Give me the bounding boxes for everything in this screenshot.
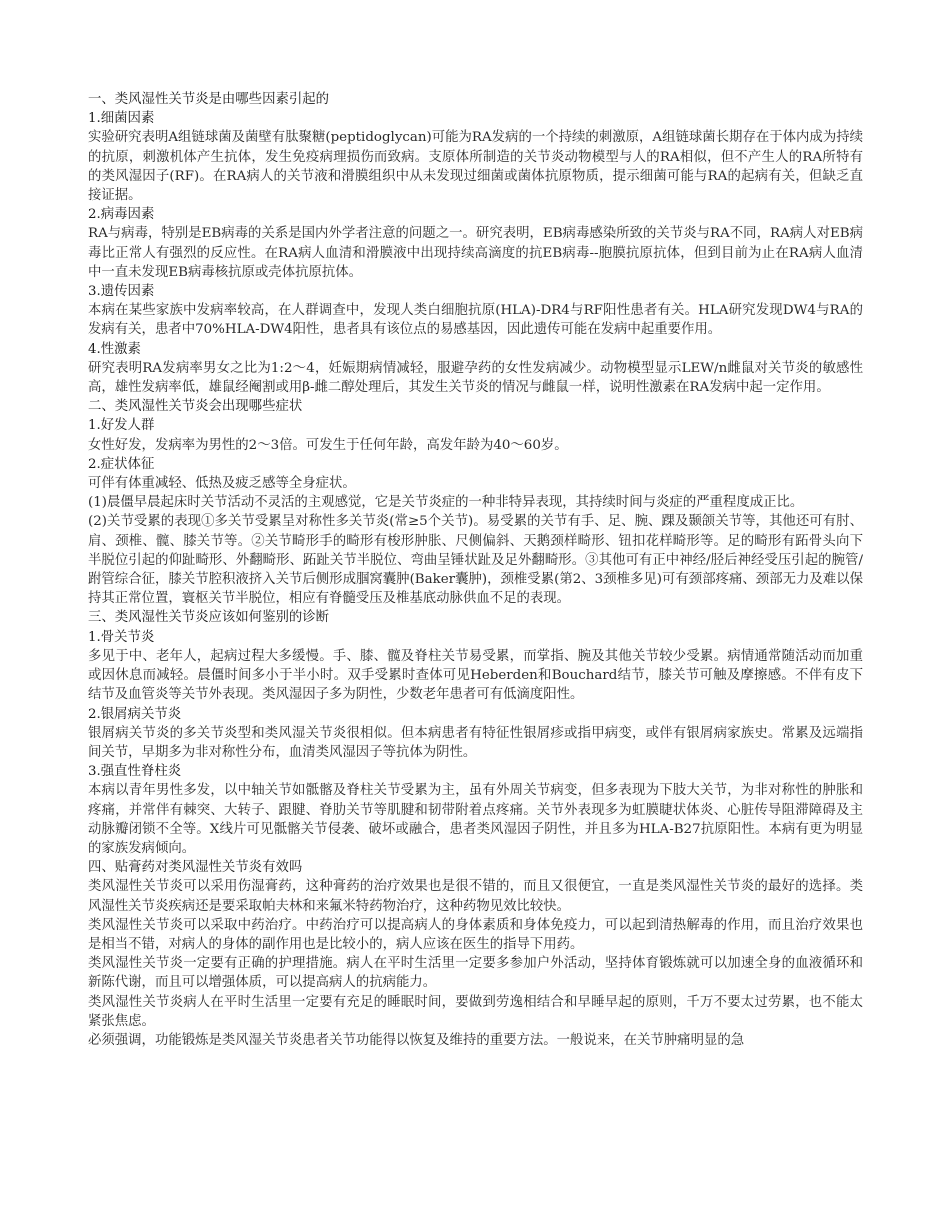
section-heading: 四、贴膏药对类风湿性关节炎有效吗 bbox=[88, 860, 303, 876]
paragraph: 本病以青年男性多发，以中轴关节如骶髂及脊柱关节受累为主，虽有外周关节病变，但多表现为下肢大关节，为非对称性的肿胀和疼痛，并常伴有棘突、大转子、跟腱、脊肋关节等肌腱和韧带附着点疼痛。关节外表现多为虹膜睫状体炎、心脏传导阻滞障碍及主动脉瓣闭锁不全等。X线片可见骶髂关节侵袭、破坏或融合，患者类风湿因子阴性，并且多为HLA-B27抗原阳性。本病有更为明显的家族发病倾向。 bbox=[88, 783, 863, 856]
paragraph: 本病在某些家族中发病率较高，在人群调查中，发现人类白细胞抗原(HLA)-DR4与RF阳性患者有关。HLA研究发现DW4与RA的发病有关，患者中70%HLA-DW4阳性，患者具有该位点的易感基因，因此遗传可能在发病中起重要作用。 bbox=[88, 303, 863, 338]
section-heading: 三、类风湿性关节炎应该如何鉴别的诊断 bbox=[88, 610, 330, 626]
paragraph: 类风湿性关节炎病人在平时生活里一定要有充足的睡眠时间，要做到劳逸相结合和早睡早起的原则，千万不要太过劳累，也不能太紧张焦虑。 bbox=[88, 994, 863, 1029]
paragraph: 多见于中、老年人，起病过程大多缓慢。手、膝、髋及脊柱关节易受累，而掌指、腕及其他关节较少受累。病情通常随活动而加重或因休息而减轻。晨僵时间多小于半小时。双手受累时查体可见Heberden和Bouchard结节，膝关节可触及摩擦感。不伴有皮下结节及血管炎等关节外表现。类风湿因子多为阴性，少数老年患者可有低滴度阳性。 bbox=[88, 648, 863, 703]
paragraph: (2)关节受累的表现①多关节受累呈对称性多关节炎(常≥5个关节)。易受累的关节有手、足、腕、踝及颞颌关节等，其他还可有肘、肩、颈椎、髋、膝关节等。②关节畸形手的畸形有梭形肿胀、尺侧偏斜、天鹅颈样畸形、钮扣花样畸形等。足的畸形有跖骨头向下半脱位引起的仰趾畸形、外翻畸形、跖趾关节半脱位、弯曲呈锤状趾及足外翻畸形。③其他可有正中神经/胫后神经受压引起的腕管/跗管综合征，膝关节腔积液挤入关节后侧形成腘窝囊肿(Baker囊肿)，颈椎受累(第2、3颈椎多见)可有颈部疼痛、颈部无力及难以保持其正常位置，寰枢关节半脱位，相应有脊髓受压及椎基底动脉供血不足的表现。 bbox=[88, 514, 863, 607]
subsection-heading: 2.症状体征 bbox=[88, 456, 155, 472]
paragraph: 类风湿性关节炎可以采取中药治疗。中药治疗可以提高病人的身体素质和身体免疫力，可以起到清热解毒的作用，而且治疗效果也是相当不错，对病人的身体的副作用也是比较小的，病人应该在医生的指导下用药。 bbox=[88, 917, 863, 952]
section-heading: 一、类风湿性关节炎是由哪些因素引起的 bbox=[88, 92, 330, 107]
subsection-heading: 1.骨关节炎 bbox=[88, 629, 155, 645]
paragraph: 银屑病关节炎的多关节炎型和类风湿关节炎很相似。但本病患者有特征性银屑疹或指甲病变，或伴有银屑病家族史。常累及远端指间关节，早期多为非对称性分布，血清类风湿因子等抗体为阴性。 bbox=[88, 725, 863, 760]
paragraph: RA与病毒，特别是EB病毒的关系是国内外学者注意的问题之一。研究表明，EB病毒感染所致的关节炎与RA不同，RA病人对EB病毒比正常人有强烈的反应性。在RA病人血清和滑膜液中出现持续高滴度的抗EB病毒--胞膜抗原抗体，但到目前为止在RA病人血清中一直未发现EB病毒核抗原或壳体抗原抗体。 bbox=[88, 226, 863, 280]
subsection-heading: 3.遗传因素 bbox=[88, 284, 155, 300]
paragraph: 类风湿性关节炎可以采用伤湿膏药，这种膏药的治疗效果也是很不错的，而且又很便宜，一直是类风湿性关节炎的最好的选择。类风湿性关节炎疾病还是要采取帕夫林和来氟米特药物治疗，这种药物见效比较快。 bbox=[88, 879, 863, 914]
subsection-heading: 1.细菌因素 bbox=[88, 111, 155, 127]
paragraph: 研究表明RA发病率男女之比为1:2～4，妊娠期病情减轻，服避孕药的女性发病减少。动物模型显示LEW/n雌鼠对关节炎的敏感性高，雄性发病率低，雄鼠经阉割或用β-雌二醇处理后，其发生关节炎的情况与雌鼠一样，说明性激素在RA发病中起一定作用。 bbox=[88, 360, 863, 396]
paragraph: 可伴有体重减轻、低热及疲乏感等全身症状。 bbox=[88, 476, 356, 492]
subsection-heading: 2.病毒因素 bbox=[88, 207, 155, 223]
paragraph: (1)晨僵早晨起床时关节活动不灵活的主观感觉，它是关节炎症的一种非特异表现，其持续时间与炎症的严重程度成正比。 bbox=[88, 495, 804, 511]
document-body bbox=[88, 90, 863, 1050]
subsection-heading: 3.强直性脊柱炎 bbox=[88, 764, 182, 780]
subsection-heading: 1.好发人群 bbox=[88, 418, 155, 434]
subsection-heading: 4.性激素 bbox=[88, 341, 141, 357]
subsection-heading: 2.银屑病关节炎 bbox=[88, 706, 182, 722]
paragraph: 必须强调，功能锻炼是类风湿关节炎患者关节功能得以恢复及维持的重要方法。一般说来，在关节肿痛明显的急 bbox=[88, 1032, 745, 1048]
section-heading: 二、类风湿性关节炎会出现哪些症状 bbox=[88, 399, 303, 415]
paragraph: 类风湿性关节炎一定要有正确的护理措施。病人在平时生活里一定要多参加户外活动，坚持体育锻炼就可以加速全身的血液循环和新陈代谢，而且可以增强体质，可以提高病人的抗病能力。 bbox=[88, 956, 863, 991]
paragraph: 女性好发，发病率为男性的2～3倍。可发生于任何年龄，高发年龄为40～60岁。 bbox=[88, 437, 568, 453]
paragraph: 实验研究表明A组链球菌及菌壁有肽聚糖(peptidoglycan)可能为RA发病的一个持续的刺激原，A组链球菌长期存在于体内成为持续的抗原，刺激机体产生抗体，发生免疫病理损伤而致病。支原体所制造的关节炎动物模型与人的RA相似，但不产生人的RA所特有的类风湿因子(RF)。在RA病人的关节液和滑膜组织中从未发现过细菌或菌体抗原物质，提示细菌可能与RA的起病有关，但缺乏直接证据。 bbox=[88, 130, 863, 204]
